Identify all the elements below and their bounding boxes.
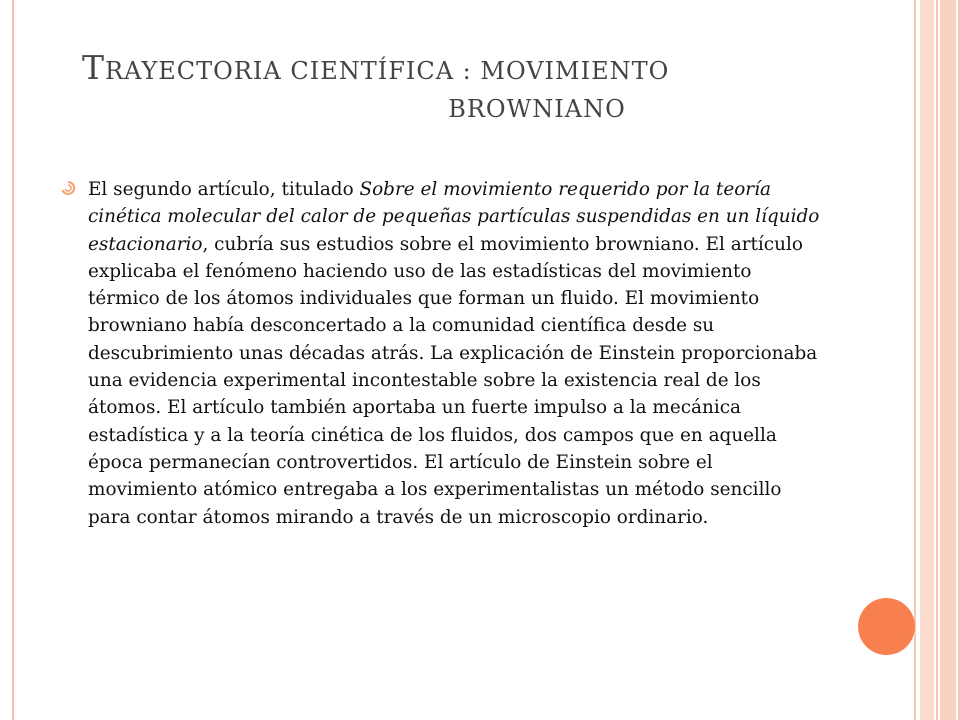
orange-circle-decoration bbox=[858, 598, 915, 655]
spiral-bullet-icon bbox=[60, 180, 76, 196]
paragraph-intro: El segundo artículo, titulado bbox=[88, 179, 360, 200]
right-decorative-stripes bbox=[914, 0, 960, 720]
slide-title bbox=[82, 48, 802, 123]
bullet-paragraph bbox=[88, 176, 820, 531]
stripe bbox=[936, 0, 938, 720]
article-title-italic: Sobre el movimiento requerido por la teoría cinética molecular del calor de pequeñas partículas suspendidas en un líquido estacionario bbox=[88, 179, 820, 255]
title-line-2: BROWNIANO bbox=[448, 95, 626, 123]
stripe bbox=[940, 0, 956, 720]
paragraph-rest: , cubría sus estudios sobre el movimiento browniano. El artículo explicaba el fenómeno haciendo uso de las estadísticas del movimiento térmico de los átomos individuales que forman un fluido. El movimiento browniano había desconcertado a la comunidad científica desde su descubrimiento unas décadas atrás. La explicación de Einstein proporcionaba una evidencia experimental incontestable sobre la existencia real de los átomos. El artículo también aportaba un fuerte impulso a la mecánica estadística y a la teoría cinética de los fluidos, dos campos que en aquella época permanecían controvertidos. El artículo de Einstein sobre el movimiento atómico entregaba a los experimentalistas un método sencillo para contar átomos mirando a través de un microscopio ordinario. bbox=[88, 233, 818, 528]
stripe bbox=[920, 0, 934, 720]
left-border-line bbox=[12, 0, 14, 720]
title-line-1: TRAYECTORIA CIENTÍFICA : MOVIMIENTO bbox=[82, 48, 670, 87]
bullet-list bbox=[60, 176, 820, 531]
stripe bbox=[914, 0, 916, 720]
